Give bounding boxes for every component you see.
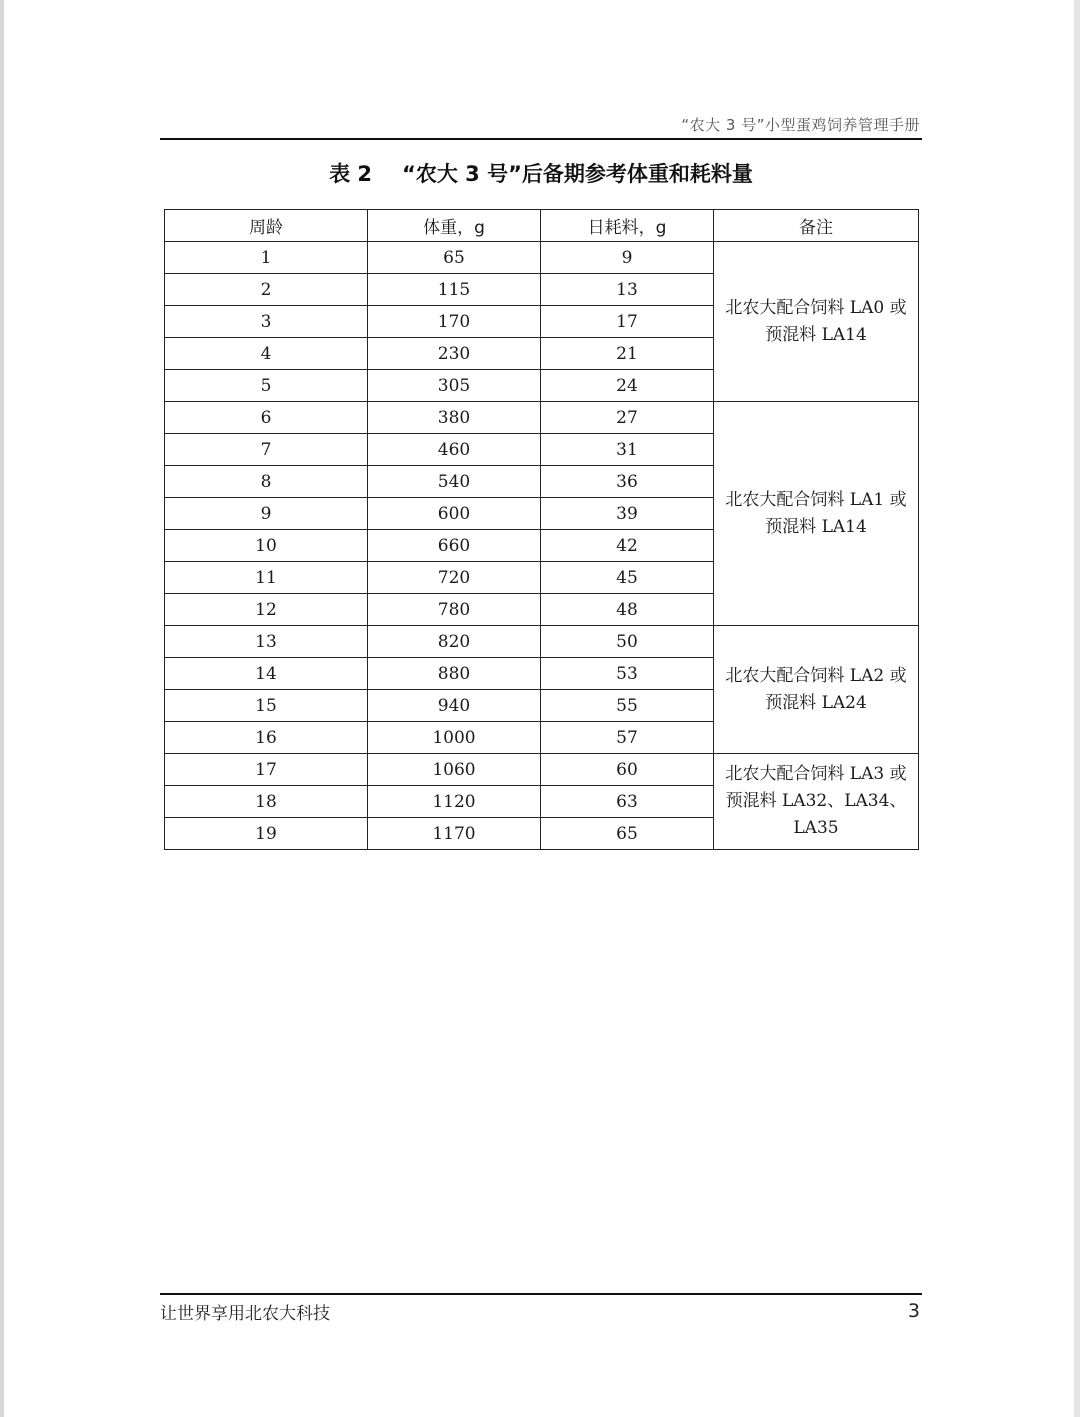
week-cell: 11 (165, 562, 368, 594)
week-cell: 9 (165, 498, 368, 530)
table-row (165, 242, 919, 274)
week-cell: 2 (165, 274, 368, 306)
table-title: “农大 3 号”后备期参考体重和耗料量 (402, 162, 753, 186)
week-cell: 15 (165, 690, 368, 722)
week-cell: 4 (165, 338, 368, 370)
week-cell: 5 (165, 370, 368, 402)
feed-cell: 63 (541, 786, 714, 818)
page-edge-shadow (0, 0, 4, 1417)
feed-cell: 21 (541, 338, 714, 370)
column-header-feed: 日耗料，g (541, 210, 714, 242)
note-line: 北农大配合饲料 LA0 或 (725, 297, 907, 318)
week-cell: 10 (165, 530, 368, 562)
feed-cell: 39 (541, 498, 714, 530)
note-line: 预混料 LA24 (765, 692, 867, 713)
column-header-week: 周龄 (165, 210, 368, 242)
week-cell: 8 (165, 466, 368, 498)
note-cell (714, 754, 919, 850)
week-cell: 13 (165, 626, 368, 658)
feed-cell: 42 (541, 530, 714, 562)
note-line: 预混料 LA32、LA34、 (725, 791, 907, 811)
table-header-row (165, 210, 919, 242)
running-header: “农大 3 号”小型蛋鸡饲养管理手册 (681, 116, 920, 134)
page-number: 3 (907, 1300, 920, 1322)
feed-cell: 9 (541, 242, 714, 274)
weight-cell: 660 (368, 530, 541, 562)
table-row (165, 754, 919, 786)
feed-cell: 31 (541, 434, 714, 466)
week-cell: 14 (165, 658, 368, 690)
feed-cell: 48 (541, 594, 714, 626)
note-line: 北农大配合饲料 LA2 或 (725, 665, 907, 686)
column-header-notes: 备注 (714, 210, 919, 242)
week-cell: 18 (165, 786, 368, 818)
week-cell: 19 (165, 818, 368, 850)
note-line: 北农大配合饲料 LA1 或 (725, 489, 907, 510)
note-cell (714, 242, 919, 402)
feed-weight-table (164, 209, 919, 850)
weight-cell: 780 (368, 594, 541, 626)
table-row (165, 626, 919, 658)
feed-cell: 53 (541, 658, 714, 690)
feed-cell: 24 (541, 370, 714, 402)
week-cell: 1 (165, 242, 368, 274)
weight-cell: 540 (368, 466, 541, 498)
weight-cell: 460 (368, 434, 541, 466)
note-line: 预混料 LA14 (765, 324, 867, 345)
week-cell: 3 (165, 306, 368, 338)
weight-cell: 230 (368, 338, 541, 370)
footer-rule (160, 1293, 922, 1295)
table-number: 表 2 (329, 162, 373, 186)
note-line: LA35 (793, 818, 839, 838)
table-row (165, 402, 919, 434)
weight-cell: 720 (368, 562, 541, 594)
note-line: 预混料 LA14 (765, 516, 867, 537)
weight-cell: 305 (368, 370, 541, 402)
note-line: 北农大配合饲料 LA3 或 (725, 764, 907, 784)
table-caption (160, 158, 922, 188)
weight-cell: 115 (368, 274, 541, 306)
feed-cell: 50 (541, 626, 714, 658)
feed-cell: 36 (541, 466, 714, 498)
feed-cell: 17 (541, 306, 714, 338)
weight-cell: 1000 (368, 722, 541, 754)
feed-cell: 13 (541, 274, 714, 306)
weight-cell: 1060 (368, 754, 541, 786)
feed-cell: 55 (541, 690, 714, 722)
weight-cell: 940 (368, 690, 541, 722)
note-cell (714, 626, 919, 754)
weight-cell: 820 (368, 626, 541, 658)
week-cell: 16 (165, 722, 368, 754)
weight-cell: 380 (368, 402, 541, 434)
week-cell: 17 (165, 754, 368, 786)
note-cell (714, 402, 919, 626)
feed-cell: 65 (541, 818, 714, 850)
feed-cell: 45 (541, 562, 714, 594)
weight-cell: 65 (368, 242, 541, 274)
feed-cell: 57 (541, 722, 714, 754)
weight-cell: 1170 (368, 818, 541, 850)
header-rule (160, 138, 922, 140)
week-cell: 7 (165, 434, 368, 466)
feed-cell: 27 (541, 402, 714, 434)
week-cell: 12 (165, 594, 368, 626)
weight-cell: 170 (368, 306, 541, 338)
weight-cell: 1120 (368, 786, 541, 818)
weight-cell: 600 (368, 498, 541, 530)
footer-slogan: 让世界享用北农大科技 (160, 1304, 330, 1324)
column-header-weight: 体重，g (368, 210, 541, 242)
feed-cell: 60 (541, 754, 714, 786)
weight-cell: 880 (368, 658, 541, 690)
page-edge-shadow (1074, 0, 1080, 1417)
week-cell: 6 (165, 402, 368, 434)
